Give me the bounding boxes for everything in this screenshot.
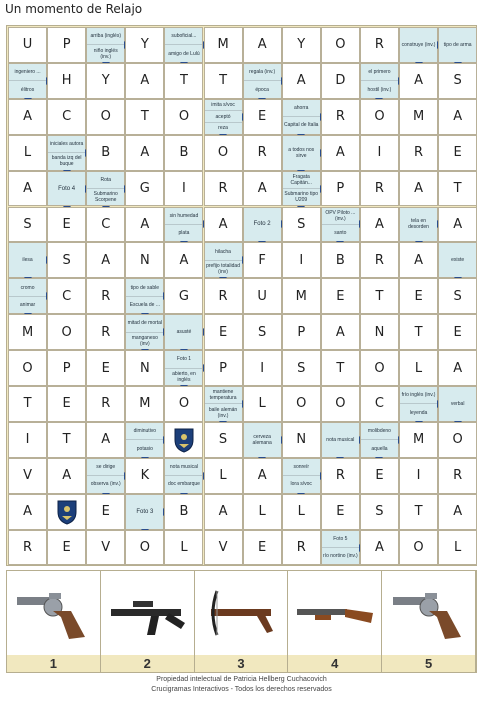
letter-cell[interactable]: A bbox=[438, 494, 477, 530]
revolver-icon bbox=[7, 571, 101, 655]
letter-cell[interactable]: R bbox=[399, 135, 438, 171]
letter-cell[interactable]: R bbox=[321, 458, 360, 494]
letter-cell[interactable]: E bbox=[86, 350, 125, 386]
clue-cell bbox=[282, 458, 321, 494]
letter-cell[interactable]: A bbox=[360, 207, 399, 243]
clue-text: potasio bbox=[126, 439, 163, 456]
photo-strip bbox=[6, 570, 477, 673]
clue-text: reza bbox=[205, 122, 242, 134]
letter-cell[interactable]: V bbox=[86, 530, 125, 566]
letter-cell[interactable]: T bbox=[125, 99, 164, 135]
letter-cell[interactable]: A bbox=[438, 207, 477, 243]
clue-cell bbox=[204, 386, 243, 422]
letter-cell[interactable]: O bbox=[47, 314, 86, 350]
clue-cell bbox=[164, 207, 203, 243]
clue-cell bbox=[282, 135, 321, 171]
clue-cell bbox=[243, 422, 282, 458]
letter-cell[interactable]: E bbox=[321, 278, 360, 314]
letter-cell[interactable]: E bbox=[399, 278, 438, 314]
letter-cell[interactable]: E bbox=[47, 207, 86, 243]
photo-ref-cell: Foto 2 bbox=[243, 207, 282, 243]
letter-cell[interactable]: S bbox=[204, 422, 243, 458]
page-title: Un momento de Relajo bbox=[5, 2, 143, 16]
clue-cell bbox=[321, 530, 360, 566]
letter-cell[interactable]: M bbox=[282, 278, 321, 314]
clue-cell bbox=[8, 63, 47, 99]
letter-cell[interactable]: N bbox=[360, 314, 399, 350]
letter-cell[interactable]: A bbox=[399, 242, 438, 278]
clue-cell bbox=[399, 27, 438, 63]
letter-cell[interactable]: R bbox=[204, 171, 243, 207]
clue-text: OPV Piloto ... (inv.) bbox=[325, 209, 356, 222]
photo-ref-cell: Foto 4 bbox=[47, 171, 86, 207]
clue-text: Fragata Capitán... bbox=[290, 173, 312, 186]
clue-text: aquella bbox=[361, 439, 398, 456]
letter-cell[interactable]: O bbox=[8, 350, 47, 386]
rifle-icon bbox=[101, 571, 195, 655]
clue-cell bbox=[125, 422, 164, 458]
letter-cell[interactable]: A bbox=[125, 63, 164, 99]
letter-cell[interactable]: M bbox=[399, 99, 438, 135]
clue-cell bbox=[125, 314, 164, 350]
photo-number: 1 bbox=[7, 655, 101, 672]
letter-cell[interactable]: T bbox=[438, 171, 477, 207]
letter-cell[interactable]: T bbox=[47, 422, 86, 458]
clue-text: tipo de sable bbox=[130, 284, 160, 291]
clue-text: existe bbox=[451, 257, 465, 264]
letter-cell[interactable]: Y bbox=[125, 27, 164, 63]
letter-cell[interactable]: A bbox=[243, 171, 282, 207]
clue-text: cerveza alemana bbox=[252, 433, 272, 446]
clue-text: frío inglés (inv.) bbox=[401, 392, 436, 399]
clue-cell bbox=[438, 386, 477, 422]
clue-text: sonreír bbox=[293, 464, 310, 471]
letter-cell[interactable]: O bbox=[204, 135, 243, 171]
letter-cell[interactable]: L bbox=[243, 386, 282, 422]
letter-cell[interactable]: O bbox=[282, 386, 321, 422]
letter-cell[interactable]: E bbox=[321, 494, 360, 530]
letter-cell[interactable]: B bbox=[164, 135, 203, 171]
clue-text: animar bbox=[9, 296, 46, 313]
letter-cell[interactable]: O bbox=[438, 422, 477, 458]
letter-cell[interactable]: O bbox=[360, 99, 399, 135]
letter-cell[interactable]: T bbox=[399, 494, 438, 530]
copyright-line: Propiedad intelectual de Patricia Hellberg Cuchacovich bbox=[156, 676, 327, 683]
clue-cell bbox=[204, 99, 243, 135]
clue-cell bbox=[282, 171, 321, 207]
clue-cell bbox=[360, 63, 399, 99]
clue-text: regala (inv.) bbox=[249, 69, 276, 76]
letter-cell[interactable]: R bbox=[86, 278, 125, 314]
letter-cell[interactable]: G bbox=[125, 171, 164, 207]
letter-cell[interactable]: A bbox=[47, 458, 86, 494]
clue-text: nota musical bbox=[326, 436, 355, 443]
clue-cell bbox=[86, 171, 125, 207]
letter-cell[interactable]: A bbox=[282, 63, 321, 99]
clue-cell bbox=[125, 278, 164, 314]
clue-text: se dirige bbox=[96, 464, 116, 471]
letter-cell[interactable]: Y bbox=[86, 63, 125, 99]
letter-cell[interactable]: R bbox=[360, 27, 399, 63]
letter-cell[interactable]: Y bbox=[282, 27, 321, 63]
letter-cell[interactable]: B bbox=[321, 242, 360, 278]
clue-text: leyenda bbox=[400, 403, 437, 420]
letter-cell[interactable]: L bbox=[399, 350, 438, 386]
letter-cell[interactable]: O bbox=[321, 27, 360, 63]
clue-text: observa (inv.) bbox=[87, 475, 124, 492]
letter-cell[interactable]: A bbox=[360, 530, 399, 566]
shotgun-icon bbox=[288, 571, 382, 655]
clue-text: élitros bbox=[9, 80, 46, 97]
letter-cell[interactable]: A bbox=[204, 494, 243, 530]
photo-number: 5 bbox=[382, 655, 476, 672]
letter-cell[interactable]: G bbox=[164, 278, 203, 314]
crest-icon bbox=[47, 494, 86, 530]
letter-cell[interactable]: O bbox=[164, 386, 203, 422]
clue-text: abierto, en inglés bbox=[165, 368, 202, 385]
letter-cell[interactable]: L bbox=[243, 494, 282, 530]
letter-cell[interactable]: A bbox=[204, 207, 243, 243]
letter-cell[interactable]: T bbox=[164, 63, 203, 99]
clue-text: ingeniero ... bbox=[14, 69, 41, 76]
letter-cell[interactable]: N bbox=[282, 422, 321, 458]
clue-cell bbox=[164, 458, 203, 494]
letter-cell[interactable]: T bbox=[8, 386, 47, 422]
clue-text: nota musical bbox=[169, 464, 198, 471]
rights-line: Crucigramas Interactivos - Todos los derechos reservados bbox=[151, 686, 332, 693]
clue-text: mitad de mortal bbox=[127, 320, 163, 327]
clue-cell bbox=[47, 135, 86, 171]
clue-text: verbal bbox=[450, 400, 465, 407]
letter-cell[interactable]: I bbox=[399, 458, 438, 494]
letter-cell[interactable]: M bbox=[125, 386, 164, 422]
letter-cell[interactable]: C bbox=[47, 278, 86, 314]
letter-cell[interactable]: H bbox=[47, 63, 86, 99]
letter-cell[interactable]: M bbox=[204, 27, 243, 63]
letter-cell[interactable]: P bbox=[47, 27, 86, 63]
letter-cell[interactable]: L bbox=[204, 458, 243, 494]
letter-cell[interactable]: A bbox=[399, 63, 438, 99]
clue-text: asusté bbox=[176, 329, 192, 336]
clue-cell bbox=[282, 99, 321, 135]
letter-cell[interactable]: C bbox=[47, 99, 86, 135]
letter-cell[interactable]: A bbox=[438, 350, 477, 386]
letter-cell[interactable]: F bbox=[243, 242, 282, 278]
letter-cell[interactable]: P bbox=[321, 171, 360, 207]
clue-text: banda izq del buque bbox=[48, 152, 85, 169]
clue-text: río nortino (inv.) bbox=[322, 547, 359, 564]
letter-cell[interactable]: E bbox=[47, 386, 86, 422]
clue-text: hilacha bbox=[215, 248, 231, 255]
clue-text: molibdeno bbox=[367, 428, 391, 435]
clue-text: sin humedad bbox=[169, 212, 199, 219]
letter-cell[interactable]: I bbox=[360, 135, 399, 171]
letter-cell[interactable]: N bbox=[125, 242, 164, 278]
letter-cell[interactable]: S bbox=[8, 207, 47, 243]
clue-cell bbox=[86, 27, 125, 63]
letter-cell[interactable]: D bbox=[321, 63, 360, 99]
letter-cell[interactable]: T bbox=[204, 63, 243, 99]
clue-text: manganeso (inv) bbox=[126, 332, 163, 349]
letter-cell[interactable]: I bbox=[243, 350, 282, 386]
letter-cell[interactable]: E bbox=[47, 530, 86, 566]
crest-icon bbox=[164, 422, 203, 458]
letter-cell[interactable]: E bbox=[204, 314, 243, 350]
letter-cell[interactable]: R bbox=[438, 458, 477, 494]
letter-cell[interactable]: A bbox=[321, 135, 360, 171]
letter-cell[interactable]: V bbox=[204, 530, 243, 566]
letter-cell[interactable]: O bbox=[360, 350, 399, 386]
clue-text: doc embarque bbox=[165, 475, 202, 492]
letter-cell[interactable]: R bbox=[243, 135, 282, 171]
letter-cell[interactable]: O bbox=[125, 530, 164, 566]
letter-cell[interactable]: T bbox=[321, 350, 360, 386]
clue-cell bbox=[164, 314, 203, 350]
crossword-grid bbox=[6, 25, 477, 566]
letter-cell[interactable]: A bbox=[243, 458, 282, 494]
letter-cell[interactable]: R bbox=[86, 314, 125, 350]
letter-cell[interactable]: E bbox=[243, 530, 282, 566]
clue-text: imita s/voc bbox=[211, 102, 235, 109]
clue-text: el primero bbox=[368, 69, 391, 76]
letter-cell[interactable]: E bbox=[438, 314, 477, 350]
letter-cell[interactable]: P bbox=[282, 314, 321, 350]
clue-text: Submarino tipo U209 bbox=[283, 188, 320, 205]
letter-cell[interactable]: I bbox=[282, 242, 321, 278]
clue-text: suboficial... bbox=[171, 33, 197, 40]
clue-cell bbox=[438, 242, 477, 278]
clue-cell bbox=[399, 386, 438, 422]
letter-cell[interactable]: M bbox=[8, 314, 47, 350]
clue-text: aceptó bbox=[205, 110, 242, 122]
clue-text: construye (inv.) bbox=[401, 41, 436, 48]
letter-cell[interactable]: T bbox=[360, 278, 399, 314]
letter-cell[interactable]: A bbox=[8, 99, 47, 135]
letter-cell[interactable]: A bbox=[8, 171, 47, 207]
photo-number: 3 bbox=[195, 655, 289, 672]
letter-cell[interactable]: A bbox=[125, 207, 164, 243]
letter-cell[interactable]: O bbox=[164, 99, 203, 135]
letter-cell[interactable]: R bbox=[8, 530, 47, 566]
clue-text: mantiene temperatura bbox=[209, 389, 237, 402]
letter-cell[interactable]: R bbox=[204, 278, 243, 314]
clue-text: ilesa bbox=[22, 257, 33, 264]
clue-cell bbox=[8, 242, 47, 278]
clue-cell bbox=[164, 27, 203, 63]
clue-text: niño inglés (inv.) bbox=[87, 44, 124, 61]
letter-cell[interactable]: A bbox=[321, 314, 360, 350]
letter-cell[interactable]: A bbox=[86, 242, 125, 278]
letter-cell[interactable]: A bbox=[438, 99, 477, 135]
letter-cell[interactable]: O bbox=[321, 386, 360, 422]
clue-text: Submarino Scorpene bbox=[87, 188, 124, 205]
clue-text: Rota bbox=[100, 176, 112, 183]
letter-cell[interactable]: S bbox=[360, 494, 399, 530]
letter-cell[interactable]: A bbox=[86, 422, 125, 458]
letter-cell[interactable]: R bbox=[282, 530, 321, 566]
letter-cell[interactable]: V bbox=[8, 458, 47, 494]
letter-cell[interactable]: O bbox=[399, 530, 438, 566]
clue-text: ahorra bbox=[294, 105, 309, 112]
clue-cell bbox=[8, 278, 47, 314]
clue-cell bbox=[164, 350, 203, 386]
clue-cell bbox=[321, 207, 360, 243]
letter-cell[interactable]: M bbox=[399, 422, 438, 458]
clue-text: tipo de arma bbox=[443, 41, 472, 48]
letter-cell[interactable]: S bbox=[47, 242, 86, 278]
letter-cell[interactable]: E bbox=[360, 458, 399, 494]
letter-cell[interactable]: S bbox=[438, 278, 477, 314]
clue-text: santo bbox=[322, 224, 359, 241]
letter-cell[interactable]: S bbox=[282, 350, 321, 386]
clue-text: lora s/voc bbox=[283, 475, 320, 492]
clue-cell bbox=[243, 63, 282, 99]
letter-cell[interactable]: P bbox=[47, 350, 86, 386]
letter-cell[interactable]: R bbox=[321, 99, 360, 135]
revolver-icon bbox=[382, 571, 476, 655]
clue-text: hostil (inv.) bbox=[361, 80, 398, 97]
letter-cell[interactable]: L bbox=[8, 135, 47, 171]
letter-cell[interactable]: K bbox=[125, 458, 164, 494]
clue-cell bbox=[321, 422, 360, 458]
clue-cell bbox=[360, 422, 399, 458]
letter-cell[interactable]: P bbox=[204, 350, 243, 386]
letter-cell[interactable]: I bbox=[8, 422, 47, 458]
letter-cell[interactable]: T bbox=[399, 314, 438, 350]
letter-cell[interactable]: R bbox=[360, 242, 399, 278]
letter-cell[interactable]: C bbox=[360, 386, 399, 422]
photo-number: 2 bbox=[101, 655, 195, 672]
letter-cell[interactable]: R bbox=[86, 386, 125, 422]
letter-cell[interactable]: U bbox=[8, 27, 47, 63]
clue-text: a todos nos sirve bbox=[288, 146, 315, 159]
clue-text: prefijo totalidad (inv) bbox=[205, 260, 242, 277]
letter-cell[interactable]: B bbox=[164, 494, 203, 530]
clue-text: diminutivo bbox=[133, 428, 157, 435]
letter-cell[interactable]: A bbox=[399, 171, 438, 207]
letter-cell[interactable]: A bbox=[164, 242, 203, 278]
crossbow-icon bbox=[195, 571, 289, 655]
clue-text: baile alemán (inv.) bbox=[205, 403, 242, 420]
clue-text: cromo bbox=[20, 284, 35, 291]
letter-cell[interactable]: U bbox=[243, 278, 282, 314]
letter-cell[interactable]: E bbox=[243, 99, 282, 135]
letter-cell[interactable]: R bbox=[360, 171, 399, 207]
letter-cell[interactable]: B bbox=[86, 135, 125, 171]
clue-text: arriba (inglés) bbox=[90, 33, 122, 40]
clue-text: plata bbox=[165, 224, 202, 241]
letter-cell[interactable]: L bbox=[438, 530, 477, 566]
letter-cell[interactable]: E bbox=[86, 494, 125, 530]
letter-cell[interactable]: A bbox=[243, 27, 282, 63]
letter-cell[interactable]: L bbox=[164, 530, 203, 566]
letter-cell[interactable]: A bbox=[8, 494, 47, 530]
letter-cell[interactable]: A bbox=[125, 135, 164, 171]
clue-text: Foto 1 bbox=[176, 356, 192, 363]
letter-cell[interactable]: C bbox=[86, 207, 125, 243]
photo-ref-cell: Foto 3 bbox=[125, 494, 164, 530]
letter-cell[interactable]: E bbox=[438, 135, 477, 171]
letter-cell[interactable]: L bbox=[282, 494, 321, 530]
clue-cell bbox=[204, 242, 243, 278]
letter-cell[interactable]: S bbox=[243, 314, 282, 350]
letter-cell[interactable]: O bbox=[86, 99, 125, 135]
letter-cell[interactable]: S bbox=[282, 207, 321, 243]
clue-text: época bbox=[244, 80, 281, 97]
photo-number: 4 bbox=[288, 655, 382, 672]
clue-text: tela en desorden bbox=[408, 218, 429, 231]
clue-text: iniciales autora bbox=[49, 140, 84, 147]
clue-text: Escuela de ... bbox=[126, 296, 163, 313]
letter-cell[interactable]: I bbox=[164, 171, 203, 207]
clue-cell bbox=[438, 27, 477, 63]
clue-cell bbox=[86, 458, 125, 494]
clue-cell bbox=[399, 207, 438, 243]
clue-text: amigo de Lulú bbox=[165, 44, 202, 61]
clue-text: Capital de Italia bbox=[283, 116, 320, 133]
letter-cell[interactable]: N bbox=[125, 350, 164, 386]
letter-cell[interactable]: S bbox=[438, 63, 477, 99]
clue-text: Foto 5 bbox=[333, 535, 348, 542]
